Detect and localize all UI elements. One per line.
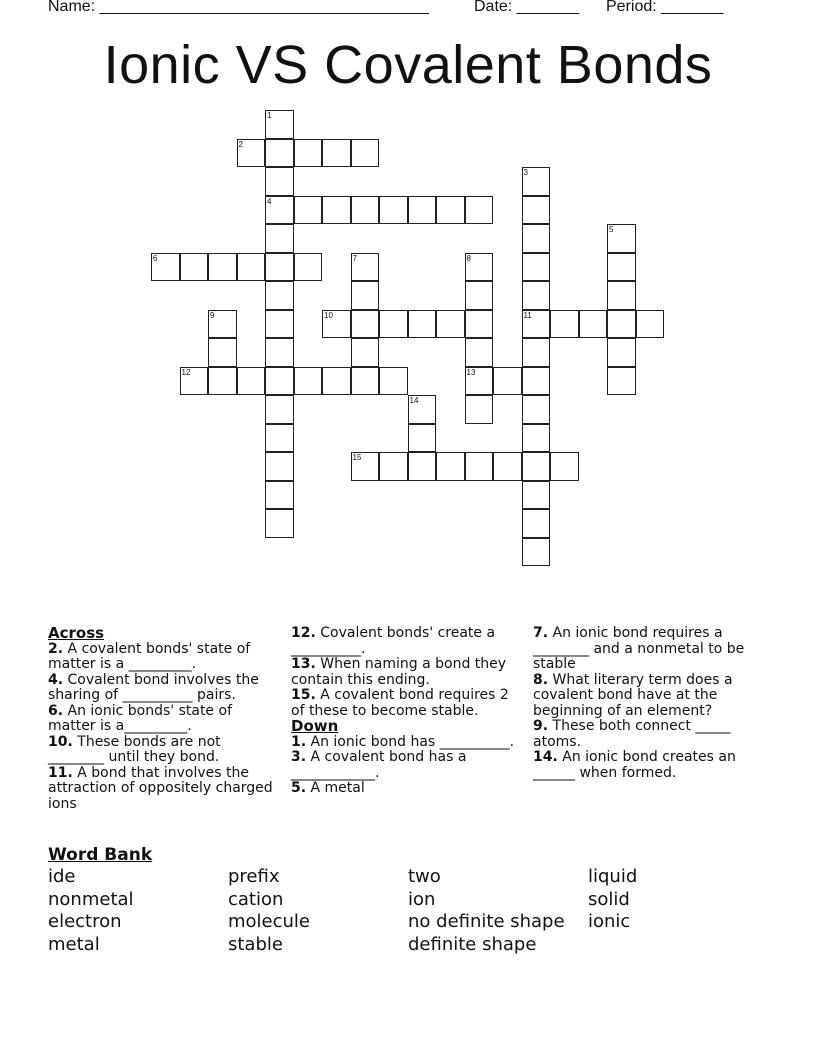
crossword-cell[interactable] <box>351 196 380 225</box>
crossword-cell[interactable] <box>522 281 551 310</box>
name-line[interactable]: Name: _____________________________________ <box>48 0 429 15</box>
crossword-cell[interactable] <box>607 367 636 396</box>
crossword-cell[interactable] <box>465 253 494 282</box>
crossword-cell[interactable] <box>522 167 551 196</box>
down-clues-list-cont <box>533 626 763 781</box>
clue-text: Covalent bonds' create a __________. <box>291 625 496 657</box>
period-line[interactable]: Period: _______ <box>606 0 724 15</box>
clues-column-1 <box>48 626 280 812</box>
crossword-cell[interactable] <box>351 310 380 339</box>
clue-item <box>291 750 519 781</box>
crossword-cell[interactable] <box>493 367 522 396</box>
clue-text: A covalent bond requires 2 of these to become stable. <box>291 687 509 719</box>
page-title: Ionic VS Covalent Bonds <box>103 35 713 95</box>
clue-number-label: 6. <box>48 702 64 719</box>
crossword-cell[interactable] <box>322 367 351 396</box>
crossword-cell[interactable] <box>351 452 380 481</box>
crossword-cell[interactable] <box>493 452 522 481</box>
clue-number-label: 5. <box>291 780 307 796</box>
down-clues-list <box>291 735 519 797</box>
word-bank-item: definite shape <box>408 934 537 956</box>
crossword-cell[interactable] <box>351 139 380 168</box>
crossword-cell[interactable] <box>265 367 294 396</box>
crossword-cell[interactable] <box>322 139 351 168</box>
clue-text: These both connect _____ atoms. <box>533 718 731 750</box>
crossword-cell[interactable] <box>265 139 294 168</box>
crossword-cell[interactable] <box>208 253 237 282</box>
crossword-cell[interactable] <box>465 395 494 424</box>
clue-number: 6 <box>153 253 158 263</box>
clue-item <box>48 673 280 704</box>
crossword-cell[interactable] <box>265 481 294 510</box>
clue-item <box>291 626 519 657</box>
across-clues-list-cont <box>291 626 519 719</box>
crossword-cell[interactable] <box>607 281 636 310</box>
word-bank-item: ion <box>408 888 436 910</box>
crossword-cell[interactable] <box>465 452 494 481</box>
word-bank-item: cation <box>228 888 284 910</box>
clue-text: A metal <box>306 780 365 796</box>
clue-number: 9 <box>210 310 215 320</box>
word-bank-item: prefix <box>228 866 280 887</box>
crossword-cell[interactable] <box>408 310 437 339</box>
clue-number: 4 <box>267 196 272 206</box>
crossword-cell[interactable] <box>379 196 408 225</box>
clue-text: An ionic bond requires a ________ and a nonmetal to be stable <box>533 625 745 672</box>
crossword-cell[interactable] <box>294 196 323 225</box>
word-bank-item: solid <box>588 888 630 910</box>
word-bank-item: liquid <box>588 866 638 887</box>
clue-number-label: 10. <box>48 733 73 750</box>
crossword-cell[interactable] <box>522 395 551 424</box>
crossword-cell[interactable] <box>265 167 294 196</box>
crossword-cell[interactable] <box>436 310 465 339</box>
clue-text: A covalent bonds' state of matter is a _________. <box>48 640 251 672</box>
crossword-cell[interactable] <box>180 367 209 396</box>
crossword-cell[interactable] <box>379 452 408 481</box>
clue-number-label: 11. <box>48 764 73 781</box>
crossword-cell[interactable] <box>522 338 551 367</box>
crossword-cell[interactable] <box>522 538 551 567</box>
crossword-cell[interactable] <box>436 452 465 481</box>
crossword-cell[interactable] <box>237 253 266 282</box>
word-bank-item: no definite shape <box>408 911 565 933</box>
crossword-cell[interactable] <box>294 139 323 168</box>
clue-number: 13 <box>466 367 476 377</box>
clue-number-label: 4. <box>48 671 64 688</box>
crossword-cell[interactable] <box>265 110 294 139</box>
crossword-cell[interactable] <box>522 224 551 253</box>
clue-number: 5 <box>609 225 614 234</box>
crossword-cell[interactable] <box>151 253 180 282</box>
clue-text: An ionic bond creates an ______ when formed. <box>533 749 736 781</box>
word-bank-item: stable <box>228 934 283 956</box>
clue-number-label: 8. <box>533 671 549 688</box>
crossword-cell[interactable] <box>607 253 636 282</box>
across-clues-list <box>48 642 280 813</box>
crossword-cell[interactable] <box>379 367 408 396</box>
word-bank-item: ide <box>48 866 76 887</box>
clue-number-label: 9. <box>533 718 549 734</box>
clue-item <box>48 642 280 673</box>
clue-number: 3 <box>523 168 528 177</box>
crossword-cell[interactable] <box>351 281 380 310</box>
word-bank-heading: Word Bank <box>48 845 153 865</box>
crossword-cell[interactable] <box>208 367 237 396</box>
clue-text: An ionic bond has __________. <box>306 733 515 750</box>
clue-number: 12 <box>181 367 191 377</box>
crossword-cell[interactable] <box>636 310 665 339</box>
clue-item <box>533 626 763 673</box>
crossword-cell[interactable] <box>607 310 636 339</box>
crossword-cell[interactable] <box>550 310 579 339</box>
word-bank-item: ionic <box>588 911 631 933</box>
clue-item <box>48 735 280 766</box>
crossword-cell[interactable] <box>408 196 437 225</box>
clue-item <box>533 719 763 750</box>
crossword-cell[interactable] <box>465 367 494 396</box>
across-heading: Across <box>48 624 105 642</box>
crossword-cell[interactable] <box>265 424 294 453</box>
clues-column-2 <box>291 626 519 797</box>
crossword-cell[interactable] <box>208 310 237 339</box>
crossword-cell[interactable] <box>265 253 294 282</box>
crossword-cell[interactable] <box>436 196 465 225</box>
crossword-cell[interactable] <box>379 310 408 339</box>
word-bank-item: two <box>408 866 441 887</box>
clue-text: A bond that involves the attraction of oppositely charged ions <box>48 764 273 812</box>
crossword-cell[interactable] <box>322 310 351 339</box>
word-bank-item: molecule <box>228 911 311 933</box>
clue-number: 7 <box>352 253 357 263</box>
crossword-cell[interactable] <box>465 338 494 367</box>
crossword-cell[interactable] <box>265 452 294 481</box>
clue-number-label: 12. <box>291 625 316 641</box>
crossword-cell[interactable] <box>322 196 351 225</box>
crossword-cell[interactable] <box>265 509 294 538</box>
clue-text: What literary term does a covalent bond have at the beginning of an element? <box>533 671 733 719</box>
date-line[interactable]: Date: _______ <box>474 0 579 15</box>
crossword-cell[interactable] <box>465 281 494 310</box>
clue-item <box>533 750 763 781</box>
clue-number-label: 1. <box>291 733 307 750</box>
crossword-cell[interactable] <box>550 452 579 481</box>
crossword-cell[interactable] <box>294 367 323 396</box>
crossword-cell[interactable] <box>208 338 237 367</box>
crossword-cell[interactable] <box>351 367 380 396</box>
clue-item <box>291 657 519 688</box>
clue-text: An ionic bonds' state of matter is a_________. <box>48 702 232 734</box>
word-bank-item: electron <box>48 911 122 933</box>
clue-number-label: 14. <box>533 749 558 765</box>
clue-item <box>48 704 280 735</box>
crossword-cell[interactable] <box>265 281 294 310</box>
crossword-cell[interactable] <box>265 310 294 339</box>
clue-number-label: 2. <box>48 640 64 657</box>
crossword-cell[interactable] <box>522 310 551 339</box>
crossword-cell[interactable] <box>408 424 437 453</box>
clue-number: 2 <box>238 139 243 149</box>
crossword-cell[interactable] <box>351 253 380 282</box>
crossword-cell[interactable] <box>522 367 551 396</box>
crossword-cell[interactable] <box>265 338 294 367</box>
word-bank-item: metal <box>48 934 100 956</box>
crossword-cell[interactable] <box>237 139 266 168</box>
crossword-cell[interactable] <box>522 509 551 538</box>
crossword-cell[interactable] <box>579 310 608 339</box>
clue-item <box>533 673 763 720</box>
crossword-cell[interactable] <box>607 224 636 253</box>
crossword-cell[interactable] <box>265 196 294 225</box>
crossword-cell[interactable] <box>465 310 494 339</box>
crossword-cell[interactable] <box>522 452 551 481</box>
clue-number-label: 7. <box>533 625 549 641</box>
crossword-cell[interactable] <box>265 224 294 253</box>
clue-number: 1 <box>267 111 272 120</box>
clue-number: 11 <box>523 310 532 320</box>
crossword-cell[interactable] <box>408 452 437 481</box>
crossword-cell[interactable] <box>351 338 380 367</box>
clue-text: These bonds are not ________ until they bond. <box>48 733 221 765</box>
clue-item <box>291 688 519 719</box>
clue-number: 14 <box>409 396 419 405</box>
clue-number-label: 15. <box>291 687 316 703</box>
crossword-cell[interactable] <box>408 395 437 424</box>
crossword-cell[interactable] <box>607 338 636 367</box>
clue-number-label: 3. <box>291 749 307 765</box>
clue-item <box>291 735 519 751</box>
clue-text: A covalent bond has a ____________. <box>291 749 467 781</box>
clue-item <box>48 766 280 813</box>
clues-column-3 <box>533 626 763 781</box>
clue-number-label: 13. <box>291 656 316 672</box>
crossword-cell[interactable] <box>522 196 551 225</box>
clue-text: When naming a bond they contain this ending. <box>291 656 507 688</box>
crossword-cell[interactable] <box>180 253 209 282</box>
crossword-cell[interactable] <box>465 196 494 225</box>
clue-item <box>291 781 519 797</box>
clue-number: 15 <box>352 453 362 462</box>
crossword-cell[interactable] <box>522 481 551 510</box>
crossword-cell[interactable] <box>522 424 551 453</box>
crossword-cell[interactable] <box>294 253 323 282</box>
down-heading: Down <box>291 717 339 735</box>
word-bank-item: nonmetal <box>48 888 134 910</box>
clue-number: 8 <box>466 253 471 263</box>
crossword-cell[interactable] <box>522 253 551 282</box>
clue-number: 10 <box>324 310 333 320</box>
clue-text: Covalent bond involves the sharing of __________ pairs. <box>48 671 259 703</box>
crossword-cell[interactable] <box>265 395 294 424</box>
crossword-cell[interactable] <box>237 367 266 396</box>
